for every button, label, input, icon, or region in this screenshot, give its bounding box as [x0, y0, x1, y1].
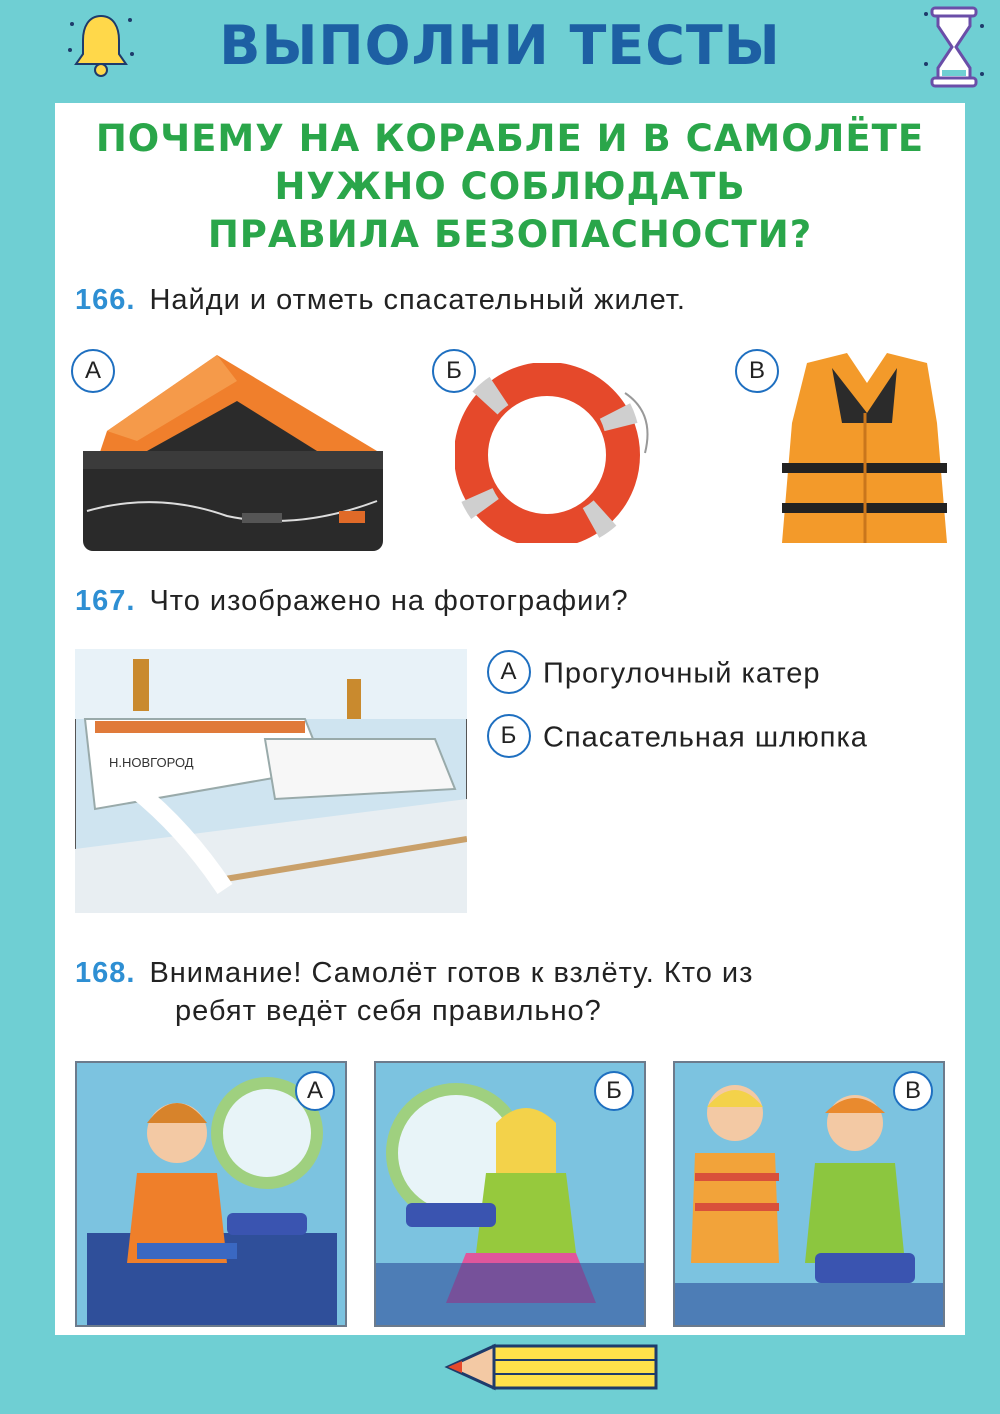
scene-panel-a[interactable] [75, 1061, 347, 1327]
option-b-badge[interactable]: Б [432, 349, 476, 393]
life-ring-image[interactable] [455, 363, 665, 543]
task-166-prompt: 166. Найди и отметь спасательный жилет. [75, 284, 686, 316]
page-header-title: ВЫПОЛНИ ТЕСТЫ [219, 14, 781, 77]
hourglass-icon [922, 4, 986, 90]
worksheet-page [55, 103, 965, 1335]
scene-panel-c[interactable] [673, 1061, 945, 1327]
task-167-prompt: 167. Что изображено на фотографии? [75, 585, 629, 617]
task-168-prompt: 168. Внимание! Самолёт готов к взлёту. Кто из ребят ведёт себя правильно? [75, 957, 754, 1027]
panel-c-badge: В [893, 1071, 933, 1111]
answer-option-a[interactable]: А Прогулочный катер [487, 653, 821, 697]
panel-b-badge: Б [594, 1071, 634, 1111]
scene-panel-b[interactable] [374, 1061, 646, 1327]
section-title: ПОЧЕМУ НА КОРАБЛЕ И В САМОЛЁТЕ НУЖНО СОБЛЮДАТЬ ПРАВИЛА БЕЗОПАСНОСТИ? [95, 117, 925, 256]
option-a-badge[interactable]: А [71, 349, 115, 393]
life-raft-image[interactable] [77, 341, 387, 559]
life-vest-image[interactable] [777, 353, 952, 553]
answer-option-b[interactable]: Б Спасательная шлюпка [487, 717, 868, 761]
option-c-badge[interactable]: В [735, 349, 779, 393]
pencil-icon [442, 1338, 664, 1396]
panel-a-badge: А [295, 1071, 335, 1111]
lifeboat-number-text: 1 [145, 793, 156, 813]
lifeboat-photo[interactable] [75, 649, 467, 913]
lifeboat-plate-text: Н.НОВГОРОД [109, 755, 194, 770]
